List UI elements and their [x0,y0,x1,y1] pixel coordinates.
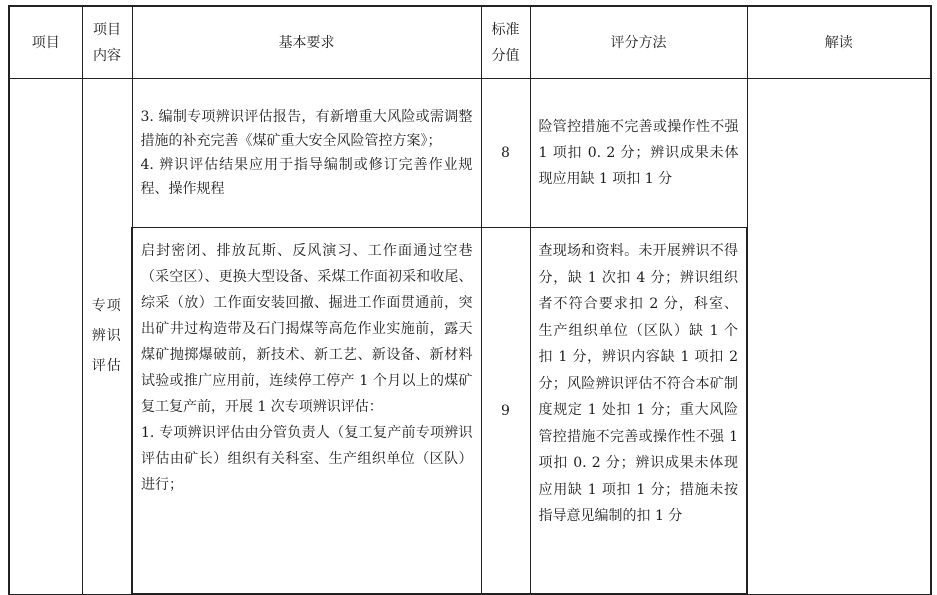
standards-table [8,5,932,595]
requirement-text: 3. 编制专项辨识评估报告，有新增重大风险或需调整措施的补充完善《煤矿重大安全风险管控方案》； [140,109,473,149]
method-text: 查现场和资料。未开展辨识不得分，缺 1 次扣 4 分；辨识组织者不符合要求扣 2 分，科室、生产组织单位（区队）缺 1 个扣 1 分，辨识内容缺 1 项扣 2 分；风险辨识评估不符合本矿制度规定 1 处扣 1 分；重大风险管控措施不完善或操作性不强 1 项扣 0. 2 分；辨识成果未体现应用缺 1 项扣 1 分；措施未按指导意见编制的扣 1 分 [538,243,738,524]
method-cell [530,79,747,228]
category-cell [82,79,132,595]
method-text: 险管控措施不完善或操作性不强 1 项扣 0. 2 分；辨识成果未体现应用缺 1 项扣 1 分 [538,119,739,187]
score-cell: 8 [481,79,530,228]
score-cell: 9 [481,228,530,595]
header-item: 项目 [9,6,82,79]
method-cell [530,228,747,595]
requirement-cell [132,79,481,228]
requirement-text: 启封密闭、排放瓦斯、反风演习、工作面通过空巷（采空区）、更换大型设备、采煤工作面初采和收尾、综采（放）工作面安装回撤、掘进工作面贯通前，突出矿井过构造带及石门揭煤等高危作业实施前，露天煤矿抛掷爆破前，新技术、新工艺、新设备、新材料试验或推广应用前，连续停工停产 1 个月以上的煤矿复工复产前，开展 1 次专项辨识评估： [141,243,473,415]
requirement-text: 1. 专项辨识评估由分管负责人（复工复产前专项辨识评估由矿长）组织有关科室、生产组织单位（区队）进行； [141,425,473,493]
category-line: 辨识 [91,328,122,345]
header-content: 项目 内容 [82,6,132,79]
header-interpretation: 解读 [747,6,931,79]
table-header-row [9,6,931,79]
requirement-text: 4. 辨识评估结果应用于指导编制或修订完善作业规程、操作规程 [140,157,473,197]
category-line: 评估 [91,358,122,375]
header-method: 评分方法 [530,6,747,79]
interpretation-cell [747,79,931,595]
item-cell [9,79,82,595]
requirement-cell [132,228,481,595]
table-row [9,79,931,228]
header-score: 标准 分值 [481,6,530,79]
header-requirement: 基本要求 [132,6,481,79]
category-line: 专项 [91,298,122,315]
